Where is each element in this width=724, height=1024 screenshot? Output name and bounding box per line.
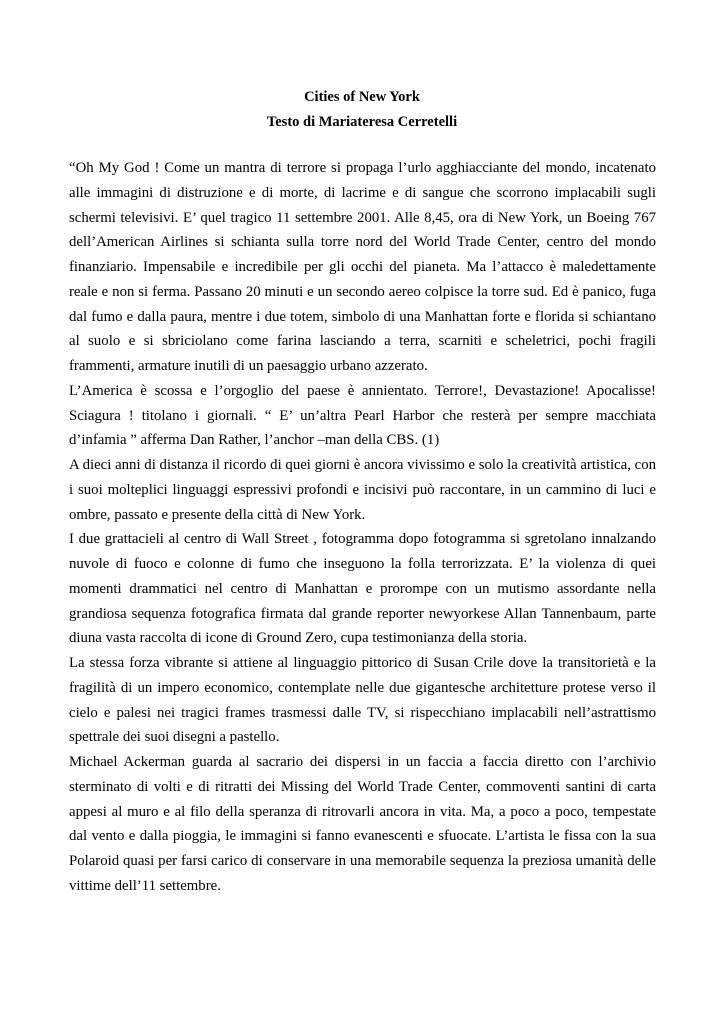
document-title: Cities of New York [304,89,420,105]
paragraph-1: “Oh My God ! Come un mantra di terrore si propaga l’urlo agghiacciante del mondo, incatenato alle immagini di distruzione e di morte, di lacrime e di sangue che scorrono implacabili sugli schermi televisivi. E’ quel tragico 11 settembre 2001. Alle 8,45, ora di New York, un Boeing 767 dell’American Airlines si schianta sulla torre nord del World Trade Center, centro del mondo finanziario. Impensabile e incredibile per gli occhi del pianeta. Ma l’attacco è maledettamente reale e non si ferma. Passano 20 minuti e un secondo aereo colpisce la torre sud. Ed è panico, fuga dal fumo e dalla paura, mentre i due totem, simbolo di una Manhattan forte e florida si schiantano al suolo e si sbriciolano come farina lasciando a terra, scarniti e scheletrici, pochi fragili frammenti, armature inutili di un paesaggio urbano azzerato. [69,160,656,374]
paragraph-6: Michael Ackerman guarda al sacrario dei dispersi in un faccia a faccia diretto con l’archivio sterminato di volti e di ritratti dei Missing del World Trade Center, commoventi santini di carta appesi al muro e al filo della speranza di ritrovarli ancora in vita. Ma, a poco a poco, tempestate dal vento e dalla pioggia, le immagini si fanno evanescenti e sfuocate. L’artista le fissa con la sua Polaroid quasi per farsi carico di conservare in una memorabile sequenza la preziosa umanità delle vittime dell’11 settembre. [69,754,656,894]
paragraph-5: La stessa forza vibrante si attiene al linguaggio pittorico di Susan Crile dove la transitorietà e la fragilità di un impero economico, contemplate nelle due gigantesche architetture protese verso il cielo e palesi nei tragici frames trasmessi dalle TV, si rispecchiano implacabili nell’astrattismo spettrale dei suoi disegni a pastello. [69,655,656,746]
body-text [69,156,656,899]
paragraph-2: L’America è scossa e l’orgoglio del paese è annientato. Terrore!, Devastazione! Apocalisse! Sciagura ! titolano i giornali. “ E’ un’altra Pearl Harbor che resterà per sempre macchiata d’infamia ” afferma Dan Rather, l’anchor –man della CBS. (1) [69,382,656,449]
paragraph-3: A dieci anni di distanza il ricordo di quei giorni è ancora vivissimo e solo la creatività artistica, con i suoi molteplici linguaggi espressivi profondi e incisivi può raccontare, in un cammino di luci e ombre, passato e presente della città di New York. [69,457,656,523]
title-block [0,85,724,135]
paragraph-4: I due grattacieli al centro di Wall Street , fotogramma dopo fotogramma si sgretolano innalzando nuvole di fuoco e colonne di fumo che inseguono la folla terrorizzata. E’ la violenza di quei momenti drammatici nel centro di Manhattan e prorompe con un mutismo assordante nella grandiosa sequenza fotografica firmata dal grande reporter newyorkese Allan Tannenbaum, parte diuna vasta raccolta di icone di Ground Zero, cupa testimonianza della storia. [69,531,656,647]
document-subtitle: Testo di Mariateresa Cerretelli [266,114,458,130]
